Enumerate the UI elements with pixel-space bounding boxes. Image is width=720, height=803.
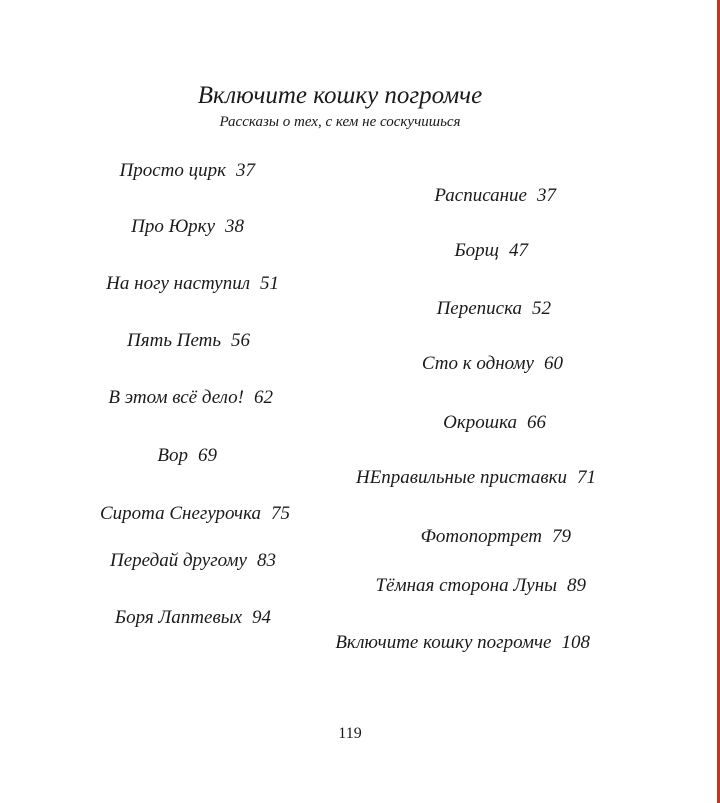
toc-entry-title: Пять Петь	[127, 330, 221, 351]
toc-entry-title: Окрошка	[443, 412, 517, 433]
toc-entry-right-3	[437, 298, 551, 320]
toc-entry-page: 37	[537, 185, 556, 206]
toc-entry-title: Включите кошку погромче	[335, 632, 552, 653]
toc-entry-left-4	[127, 330, 250, 352]
toc-entry-left-1	[119, 160, 255, 182]
toc-entry-right-6	[356, 467, 596, 489]
toc-entry-page: 62	[254, 387, 273, 408]
toc-entry-right-7	[421, 526, 571, 548]
toc-entry-page: 75	[271, 503, 290, 524]
toc-entry-title: Борщ	[454, 240, 499, 261]
toc-entry-right-1	[434, 185, 556, 207]
toc-entry-right-5	[443, 412, 546, 434]
toc-entry-title: Вор	[157, 445, 188, 466]
toc-entry-title: Передай другому	[109, 550, 247, 571]
toc-entry-page: 83	[257, 550, 276, 571]
toc-entry-left-8	[110, 550, 276, 572]
toc-entry-page: 38	[225, 216, 244, 237]
toc-entry-page: 108	[561, 632, 590, 653]
toc-entry-title: В этом всё дело!	[108, 387, 244, 408]
toc-entry-page: 89	[567, 575, 586, 596]
toc-entry-title: НЕправильные приставки	[355, 467, 567, 488]
toc-entry-right-9	[335, 632, 590, 654]
toc-entry-title: Тёмная сторона Луны	[375, 575, 557, 596]
section-subtitle: Рассказы о тех, с кем не соскучишься	[219, 114, 461, 130]
toc-entry-title: На ногу наступил	[106, 273, 250, 294]
section-title: Включите кошку погромче	[197, 82, 483, 109]
toc-entry-right-4	[422, 353, 563, 375]
toc-entry-right-8	[375, 575, 586, 597]
toc-entry-page: 66	[527, 412, 546, 433]
toc-entry-page: 60	[544, 353, 563, 374]
toc-entry-left-6	[157, 445, 217, 467]
toc-entry-page: 79	[552, 526, 571, 547]
toc-entry-left-9	[115, 607, 271, 629]
toc-entry-left-7	[100, 503, 290, 525]
toc-entry-page: 51	[260, 273, 279, 294]
toc-entry-title: Боря Лаптевых	[114, 607, 242, 628]
toc-entry-page: 94	[252, 607, 271, 628]
toc-entry-left-2	[131, 216, 244, 238]
toc-entry-left-5	[108, 387, 273, 409]
toc-entry-title: Сирота Снегурочка	[100, 503, 261, 524]
toc-entry-title: Просто цирк	[119, 160, 226, 181]
toc-entry-left-3	[106, 273, 279, 295]
toc-entry-title: Сто к одному	[421, 353, 534, 374]
toc-entry-page: 52	[532, 298, 551, 319]
toc-entry-title: Расписание	[434, 185, 527, 206]
toc-entry-page: 71	[577, 467, 596, 488]
toc-entry-page: 69	[198, 445, 217, 466]
toc-entry-title: Переписка	[436, 298, 522, 319]
toc-entry-title: Фотопортрет	[420, 526, 542, 547]
toc-entry-title: Про Юрку	[131, 216, 215, 237]
page-number: 119	[338, 725, 362, 742]
toc-entry-right-2	[454, 240, 528, 262]
toc-entry-page: 47	[509, 240, 528, 261]
toc-entry-page: 56	[231, 330, 250, 351]
toc-entry-page: 37	[236, 160, 255, 181]
